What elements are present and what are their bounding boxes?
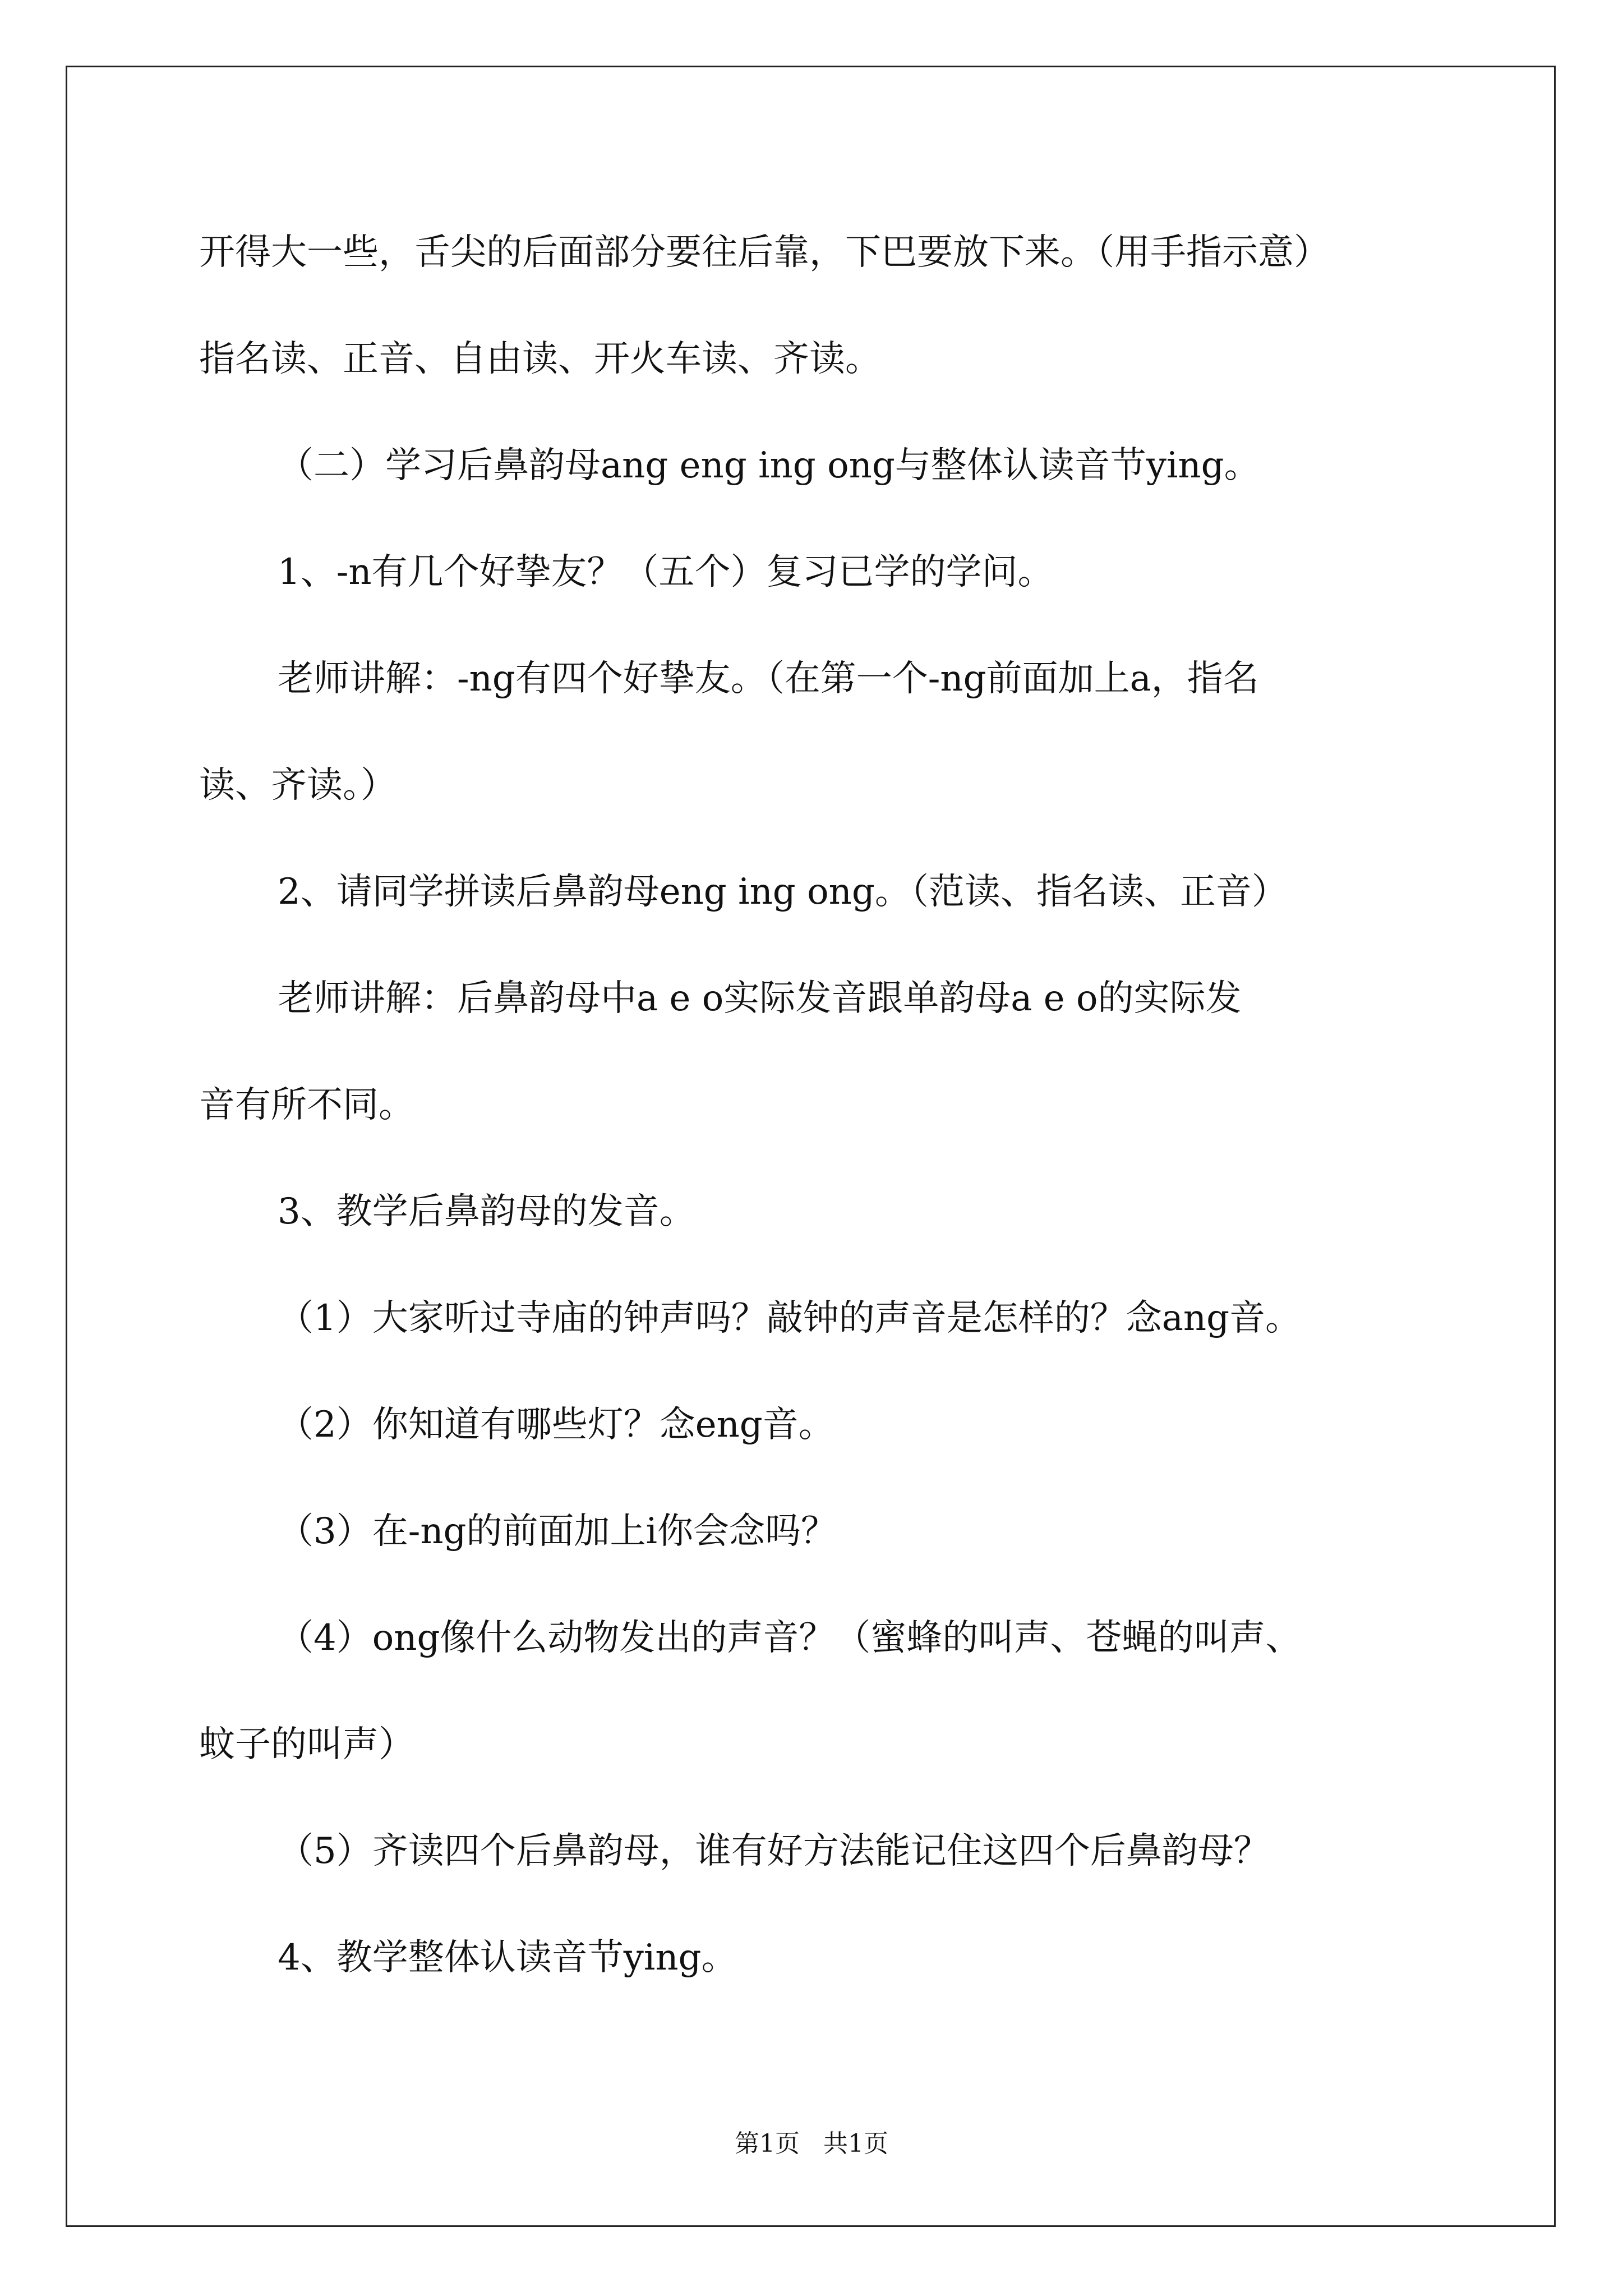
text-line: 蚊子的叫声） [199,1724,414,1765]
text-line: （1）大家听过寺庙的钟声吗？敲钟的声音是怎样的？念ang音。 [278,1297,1302,1339]
text-line: 3、教学后鼻韵母的发音。 [278,1191,695,1232]
text-line: 音有所不同。 [199,1084,414,1126]
text-line: （二）学习后鼻韵母ang eng ing ong与整体认读音节ying。 [278,445,1260,486]
text-line: （5）齐读四个后鼻韵母，谁有好方法能记住这四个后鼻韵母？ [278,1830,1270,1872]
text-line: （4）ong像什么动物发出的声音？（蜜蜂的叫声、苍蝇的叫声、 [278,1617,1302,1659]
text-line: 读、齐读。） [199,765,396,806]
page-footer: 第1页 共1页 [735,2129,888,2158]
text-line: （2）你知道有哪些灯？念eng音。 [278,1404,834,1446]
text-line: 4、教学整体认读音节ying。 [278,1937,737,1978]
text-line: （3）在-ng的前面加上i你会念吗？ [278,1511,837,1552]
text-line: 1、-n有几个好挚友？（五个）复习已学的学问。 [278,551,1054,593]
text-line: 老师讲解：-ng有四个好挚友。（在第一个-ng前面加上a，指名 [278,658,1259,700]
text-line: 指名读、正音、自由读、开火车读、齐读。 [199,338,881,380]
text-line: 2、请同学拼读后鼻韵母eng ing ong。（范读、指名读、正音） [278,871,1288,913]
text-line: 开得大一些，舌尖的后面部分要往后靠，下巴要放下来。（用手指示意） [199,232,1330,273]
text-line: 老师讲解：后鼻韵母中a e o实际发音跟单韵母a e o的实际发 [278,978,1242,1019]
page-border [66,66,1556,2227]
